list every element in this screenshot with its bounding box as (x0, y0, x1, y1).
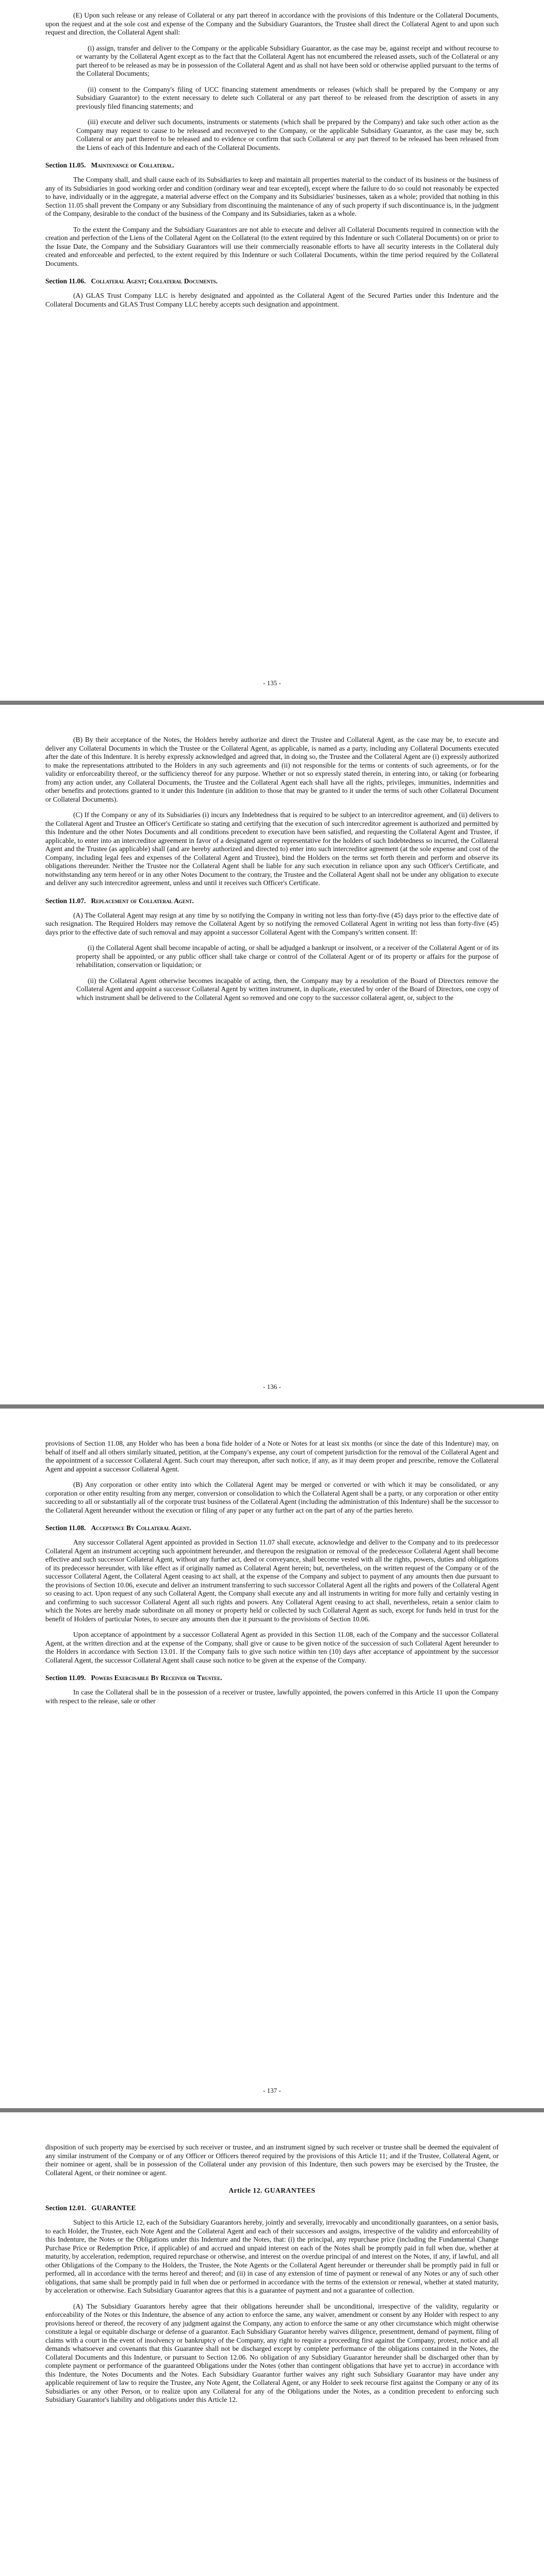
paragraph: (iii) execute and deliver such documents, instruments or statements (which shall be prepared by the Company) and take such other action as the Company may request to cause to be released and reconveyed to the Company, or the applicable Subsidiary Guarantor, as the case may be, such Collateral or any part thereof to be released and to evidence or confirm that such Collateral or any part thereof to be released has been released from the Liens of each of this Indenture and each of the Collateral Documents. (76, 118, 499, 151)
section-number: Section 11.07. (45, 896, 86, 905)
paragraph: Upon acceptance of appointment by a successor Collateral Agent as provided in this Section 11.08, each of the Company and the successor Collateral Agent, at the written direction and at the expense of the Company, shall give or cause to be given notice of the succession of such Collateral Agent hereunder to the Holders in accordance with Section 13.01. If the Company fails to give such notice within ten (10) days after acceptance of appointment by the successor Collateral Agent, the successor Collateral Agent shall cause such notice to be given at the expense of the Company. (45, 1631, 499, 1664)
paragraph: (E) Upon such release or any release of Collateral or any part thereof in accordance with the provisions of this Indenture or the Collateral Documents, upon the request and at the sole cost and expense of the Company and the Subsidiary Guarantors, the Trustee shall direct the Collateral Agent to and upon such request and direction, the Collateral Agent shall: (45, 11, 499, 36)
document-page-138 (0, 2112, 544, 2576)
section-title: Maintenance of Collateral. (91, 161, 174, 169)
section-title: GUARANTEE (91, 2204, 136, 2212)
paragraph: (C) If the Company or any of its Subsidiaries (i) incurs any Indebtedness that is required to be subject to an intercreditor agreement, and (ii) delivers to the Collateral Agent and Trustee an Officer's Certificate so stating and certifying that the execution of such intercreditor agreement is authorized and permitted by this Indenture and the other Notes Documents and all conditions precedent to execution have been satisfied, and requesting the Collateral Agent and Trustee, if applicable, to enter into an intercreditor agreement in favor of a designated agent or representative for the holders of such Indebtedness so incurred, the Collateral Agent and the Trustee (as applicable) shall (and are hereby authorized and directed to) enter into such intercreditor agreement (at the sole expense and cost of the Company, including legal fees and expenses of the Collateral Agent and Trustee), bind the Holders on the terms set forth therein and perform and observe its obligations thereunder. Neither the Trustee nor the Collateral Agent shall be liable for any such execution in reliance upon any such Officer's Certificate, and notwithstanding any term hereof or in any other Notes Document to the contrary, the Trustee and the Collateral Agent shall not be under any obligation to execute and deliver any such intercreditor agreement, unless and until it receives such Officer's Certificate. (45, 811, 499, 887)
paragraph: Any successor Collateral Agent appointed as provided in Section 11.07 shall execute, acknowledge and deliver to the Company and to its predecessor Collateral Agent an instrument accepting such appointment hereunder, and thereupon the resignation or removal of the predecessor Collateral Agent shall become effective and such successor Collateral Agent, without any further act, deed or conveyance, shall become vested with all the rights, powers, duties and obligations of its predecessor hereunder, with like effect as if originally named as Collateral Agent herein; but, nevertheless, on the written request of the Company or of the successor Collateral Agent, the Collateral Agent ceasing to act shall, at the expense of the Company and subject to payment of any amounts then due pursuant to the provisions of Section 10.06, execute and deliver an instrument transferring to such successor Collateral Agent all the rights and powers of the Collateral Agent so ceasing to act. Upon request of any such Collateral Agent, the Company shall execute any and all instruments in writing for more fully and certainly vesting in and confirming to such successor Collateral Agent all such rights and powers. Any Collateral Agent ceasing to act shall, nevertheless, retain a senior claim to which the Notes are hereby made subordinate on all money or property held or collected by such Collateral Agent as such, except for funds held in trust for the benefit of Holders of particular Notes, to secure any amounts then due it pursuant to the provisions of Section 10.06. (45, 1538, 499, 1623)
paragraph: (i) the Collateral Agent shall become incapable of acting, or shall be adjudged a bankrupt or insolvent, or a receiver of the Collateral Agent or of its property shall be appointed, or any public officer shall take charge or control of the Collateral Agent or of its property or affairs for the purpose of rehabilitation, conservation or liquidation; or (76, 944, 499, 969)
document-page-137 (0, 1409, 544, 2108)
page-number: - 135 - (263, 679, 281, 687)
page-divider (0, 701, 544, 705)
section-heading (45, 897, 499, 905)
section-title: Powers Exercisable By Receiver or Trustee. (91, 1674, 222, 1682)
article-title: Article 12. GUARANTEES (228, 2187, 316, 2194)
paragraph: Subject to this Article 12, each of the Subsidiary Guarantors hereby, jointly and severally, irrevocably and unconditionally guarantees, on a senior basis, to each Holder, the Trustee, each Note Agent and the Collateral Agent and each of their successors and assigns, irrespective of the validity and enforceability of this Indenture, the Notes or the Obligations under this Indenture and the Notes, that: (i) the principal, any repurchase price (including the Fundamental Change Purchase Price or Redemption Price, if applicable) of and accrued and unpaid interest on each of the Notes shall be promptly paid in full when due, whether at maturity, by acceleration, redemption, required repurchase or otherwise, and interest on the overdue principal of and interest on the Notes, if any, if lawful, and all other Obligations of the Company to the Holders, the Trustee, the Note Agents or the Collateral Agent hereunder or thereunder shall be promptly paid in full or performed, all in accordance with the terms hereof and thereof; and (ii) in case of any extension of time of payment or renewal of any Notes or any of such other obligations, that same shall be promptly paid in full when due or performed in accordance with the terms of the extension or renewal, whether at stated maturity, by acceleration or otherwise. Each Subsidiary Guarantor agrees that this is a guarantee of payment and not a guarantee of collection. (45, 2218, 499, 2294)
section-heading (45, 1674, 499, 1682)
document-page-135 (0, 0, 544, 701)
paragraph: provisions of Section 11.08, any Holder who has been a bona fide holder of a Note or Notes for at least six months (or since the date of this Indenture) may, on behalf of itself and all others similarly situated, petition, at the Company's expense, any court of competent jurisdiction for the removal of the Collateral Agent and the appointment of a successor Collateral Agent. Such court may thereupon, after such notice, if any, as it may deem proper and prescribe, remove the Collateral Agent and appoint a successor Collateral Agent. (45, 1439, 499, 1473)
paragraph: (ii) the Collateral Agent otherwise becomes incapable of acting, then, the Company may by a resolution of the Board of Directors remove the Collateral Agent and appoint a successor Collateral Agent by written instrument, in duplicate, executed by order of the Board of Directors, one copy of which instrument shall be delivered to the Collateral Agent so removed and one copy to the successor collateral agent, or, subject to the (76, 976, 499, 1002)
paragraph: (A) GLAS Trust Company LLC is hereby designated and appointed as the Collateral Agent of the Secured Parties under this Indenture and the Collateral Documents and GLAS Trust Company LLC hereby accepts such designation and appointment. (45, 292, 499, 308)
section-number: Section 11.08. (45, 1524, 86, 1532)
section-number: Section 11.06. (45, 277, 86, 285)
paragraph: (i) assign, transfer and deliver to the Company or the applicable Subsidiary Guarantor, as the case may be, against receipt and without recourse to or warranty by the Collateral Agent except as to the fact that the Collateral Agent has not encumbered the released assets, such of the Collateral or any part thereof to be released as may be in possession of the Collateral Agent and as shall not have been sold or otherwise applied pursuant to the terms of the Collateral Documents; (76, 44, 499, 77)
page-number: - 137 - (263, 2087, 281, 2094)
section-heading (45, 277, 499, 285)
section-title: Acceptance By Collateral Agent. (91, 1524, 191, 1532)
page-number: - 136 - (263, 1383, 281, 1391)
paragraph: (A) The Collateral Agent may resign at any time by so notifying the Company in writing not less than forty-five (45) days prior to the effective date of such resignation. The Required Holders may remove the Collateral Agent by so notifying the removed Collateral Agent in writing not less than forty-five (45) days prior to the effective date of such removal and may appoint a successor Collateral Agent with the Company's written consent. If: (45, 911, 499, 936)
section-number: Section 12.01. (45, 2204, 87, 2212)
paragraph: (ii) consent to the Company's filing of UCC financing statement amendments or releases (which shall be prepared by the Company or any Subsidiary Guarantor) to the extent necessary to delete such Collateral or any part thereof to be released from the description of assets in any previously filed financing statements; and (76, 85, 499, 110)
section-heading (45, 1524, 499, 1532)
page-divider (0, 2108, 544, 2112)
paragraph: (B) By their acceptance of the Notes, the Holders hereby authorize and direct the Trustee and Collateral Agent, as the case may be, to execute and deliver any Collateral Documents in which the Trustee or the Collateral Agent, as applicable, is named as a party, including any Collateral Documents executed after the date of this Indenture. It is hereby expressly acknowledged and agreed that, in doing so, the Trustee and the Collateral Agent are (i) expressly authorized to make the representations attributed to the Holders in any such agreements and (ii) not responsible for the terms or contents of such agreements, or for the validity or enforceability thereof, or the sufficiency thereof for any purpose. Whether or not so expressly stated therein, in entering into, or taking (or forbearing from) any action under, any Collateral Documents, the Trustee and the Collateral Agent each shall have all the rights, privileges, immunities, indemnities and other benefits and protections granted to it under this Indenture (in addition to those that may be granted to it under the terms of such other Collateral Document or Collateral Documents). (45, 736, 499, 803)
section-number: Section 11.09. (45, 1674, 86, 1682)
section-number: Section 11.05. (45, 161, 86, 169)
section-heading (45, 161, 499, 170)
paragraph: (A) The Subsidiary Guarantors hereby agree that their obligations hereunder shall be unconditional, irrespective of the validity, regularity or enforceability of the Notes or this Indenture, the absence of any action to enforce the same, any waiver, amendment or consent by any Holder with respect to any provisions hereof or thereof, the recovery of any judgment against the Company, any action to enforce the same or any other circumstance which might otherwise constitute a legal or equitable discharge or defense of a guarantor. Each Subsidiary Guarantor hereby waives diligence, presentment, demand of payment, filing of claims with a court in the event of insolvency or bankruptcy of the Company, any right to require a proceeding first against the Company, protest, notice and all demands whatsoever and covenants that this Guarantee shall not be discharged except by complete performance of the obligations contained in the Notes, the Collateral Documents and this Indenture, or pursuant to Section 12.06. No obligation of any Subsidiary Guarantor hereunder shall be discharged other than by complete payment or performance of the guaranteed Obligations under the Notes (other than contingent obligations that have yet to accrue) in accordance with this Indenture, the Notes Documents and the Notes. Each Subsidiary Guarantor further waives any right such Subsidiary Guarantor may have under any applicable requirement of law to require the Trustee, any Note Agent, the Collateral Agent, or any Holder to seek recourse first against the Company or any of its Subsidiaries or any other Person, or to realize upon any Collateral for any of the Obligations under the Notes, as a condition precedent to enforcing such Subsidiary Guarantor's liability and obligations under this Article 12. (45, 2302, 499, 2403)
paragraph: To the extent the Company and the Subsidiary Guarantors are not able to execute and deliver all Collateral Documents required in connection with the creation and perfection of the Liens of the Collateral Agent on the Collateral (to the extent required by this Indenture or such Collateral Documents) on or prior to the Issue Date, the Company and the Subsidiary Guarantors will use their commercially reasonable efforts to have all security interests in the Collateral duly created and enforceable and perfected, to the extent required by this Indenture or such Collateral Documents, within the time period required by the Collateral Documents. (45, 225, 499, 267)
section-title: Replacement of Collateral Agent. (91, 896, 194, 905)
section-title: Collateral Agent; Collateral Documents. (91, 277, 218, 285)
section-heading (45, 2204, 499, 2212)
paragraph: The Company shall, and shall cause each of its Subsidiaries to keep and maintain all properties material to the conduct of its business or the business of any of its Subsidiaries in good working order and condition (ordinary wear and tear excepted), except where the failure to do so could not reasonably be expected to have, individually or in the aggregate, a material adverse effect on the Company and its Subsidiaries' businesses, taken as a whole; provided that nothing in this Section 11.05 shall prevent the Company or any Subsidiary from discontinuing the maintenance of any of such property if such discontinuance is, in the judgment of the Company, desirable to the conduct of the business of the Company and its Subsidiaries, taken as a whole. (45, 176, 499, 217)
page-divider (0, 1404, 544, 1409)
document-page-136 (0, 705, 544, 1404)
paragraph: In case the Collateral shall be in the possession of a receiver or trustee, lawfully appointed, the powers conferred in this Article 11 upon the Company with respect to the release, sale or other (45, 1688, 499, 1705)
paragraph: (B) Any corporation or other entity into which the Collateral Agent may be merged or converted or with which it may be consolidated, or any corporation or other entity resulting from any merger, conversion or consolidation to which the Collateral Agent shall be a party, or any corporation or other entity succeeding to all or substantially all of the corporate trust business of the Collateral Agent (including the administration of this Indenture) shall be the successor to the Collateral Agent hereunder without the execution or filing of any paper or any further act on the part of any of the parties hereto. (45, 1481, 499, 1514)
paragraph: disposition of such property may be exercised by such receiver or trustee, and an instrument signed by such receiver or trustee shall be deemed the equivalent of any similar instrument of the Company or of any Officer or Officers thereof required by the provisions of this Article 11; and if the Trustee, Collateral Agent, or their nominee or agent, shall be in possession of the Collateral under any provision of this Indenture, then such powers may be exercised by the Trustee, the Collateral Agent, or their nominee or agent. (45, 2143, 499, 2177)
